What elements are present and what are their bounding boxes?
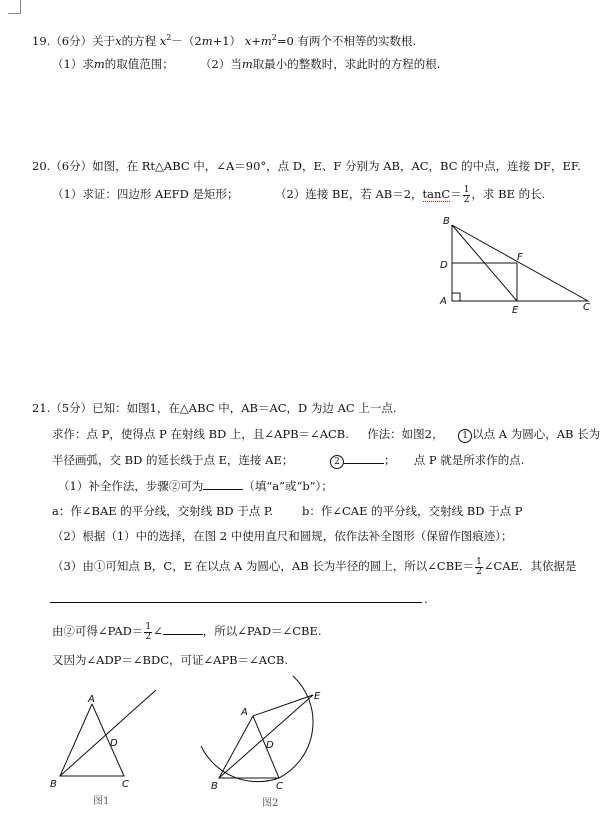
q20-stem: 20.（6分）如图，在 Rt△ABC 中，∠A＝90°，点 D，E、F 分别为 AB，AC，BC 的中点，连接 DF，EF. — [32, 159, 581, 173]
fraction-one-half: $\frac{1}{2}$ — [476, 556, 482, 577]
reason-end-dot: . — [424, 592, 428, 606]
q21-deduction-final: 又因为∠ADP＝∠BDC，可证∠APB＝∠ACB. — [52, 653, 288, 667]
choice-blank[interactable] — [203, 478, 243, 490]
label-d: D — [266, 740, 274, 751]
ray-bd — [219, 695, 313, 778]
q21-part3: （3）由①可知点 B，C，E 在以点 A 为圆心，AB 长为半径的圆上，所以∠CBE＝ $\frac{1}{2}$ ∠CAE．其依据是 — [52, 556, 577, 577]
label-d: D — [110, 738, 118, 749]
q21-option-b: b：作∠CAE 的平分线，交射线 BD 于点 P — [302, 504, 523, 518]
label-f: F — [517, 252, 523, 263]
q21-part1: （1）补全作法，步骤②可为 （填“a”或“b”）； — [58, 479, 333, 493]
segment-ae — [253, 695, 313, 716]
label-c: C — [122, 779, 129, 790]
label-b: B — [211, 781, 218, 792]
q20-triangle-figure — [430, 212, 600, 317]
label-c: C — [276, 781, 283, 792]
q21-figure-2 — [195, 668, 335, 813]
q19-part1: （1）求m的取值范围； — [52, 57, 174, 71]
q21-figure-1 — [40, 688, 170, 810]
label-d: D — [440, 260, 448, 271]
q21-requirement: 求作：点 P，使得点 P 在射线 BD 上，且∠APB＝∠ACB. 作法：如图2， 1 以点 A 为圆心，AB 长为 — [52, 427, 601, 441]
corner-mark-horizontal — [8, 13, 21, 14]
q21-deduction-pad: 由②可得∠PAD＝ $\frac{1}{2}$ ∠ ，所以∠PAD＝∠CBE. — [52, 621, 322, 642]
step2-blank[interactable] — [344, 452, 384, 464]
label-a: A — [241, 707, 248, 718]
figure-2-caption: 图2 — [262, 798, 279, 809]
label-b: B — [443, 216, 450, 227]
q21-option-a: a：作∠BAE 的平分线，交射线 BD 于点 P. — [52, 504, 273, 518]
label-b: B — [50, 779, 57, 790]
arc-right — [279, 676, 313, 778]
reason-answer-line[interactable] — [50, 602, 422, 603]
ray-bd — [60, 690, 156, 776]
fraction-one-half: $\frac{1}{2}$ — [463, 184, 470, 205]
q20-part1: （1）求证：四边形 AEFD 是矩形； — [52, 187, 239, 201]
q21-stem: 21.（5分）已知：如图1，在△ABC 中，AB＝AC，D 为边 AC 上一点. — [32, 401, 397, 415]
angle-blank[interactable] — [163, 623, 203, 635]
fraction-one-half: $\frac{1}{2}$ — [145, 621, 152, 642]
label-a: A — [440, 296, 447, 307]
label-e: E — [314, 691, 321, 702]
q19-part2: （2）当m取最小的整数时，求此时的方程的根. — [200, 57, 441, 71]
q19-stem: 19.（6分）关于x的方程 $x^2-(2m+1)$ $x+m^2=0$ 有两个不相等的实数根. — [32, 33, 417, 48]
figure-1-caption: 图1 — [93, 796, 110, 807]
q21-part2: （2）根据（1）中的选择，在图 2 中使用直尺和圆规，依作法补全图形（保留作图痕迹）； — [52, 529, 513, 543]
label-e: E — [512, 305, 519, 316]
q20-part2: （2）连接 BE，若 AB＝2，tanC＝ $\frac{1}{2}$ ，求 BE 的长. — [275, 184, 546, 205]
q21-step-line: 半径画弧，交 BD 的延长线于点 E，连接 AE； 2 ； 点 P 就是所求作的点. — [52, 453, 525, 467]
label-a: A — [88, 694, 95, 705]
right-angle-mark — [452, 293, 460, 301]
corner-mark-vertical — [20, 0, 21, 14]
label-c: C — [583, 302, 590, 313]
